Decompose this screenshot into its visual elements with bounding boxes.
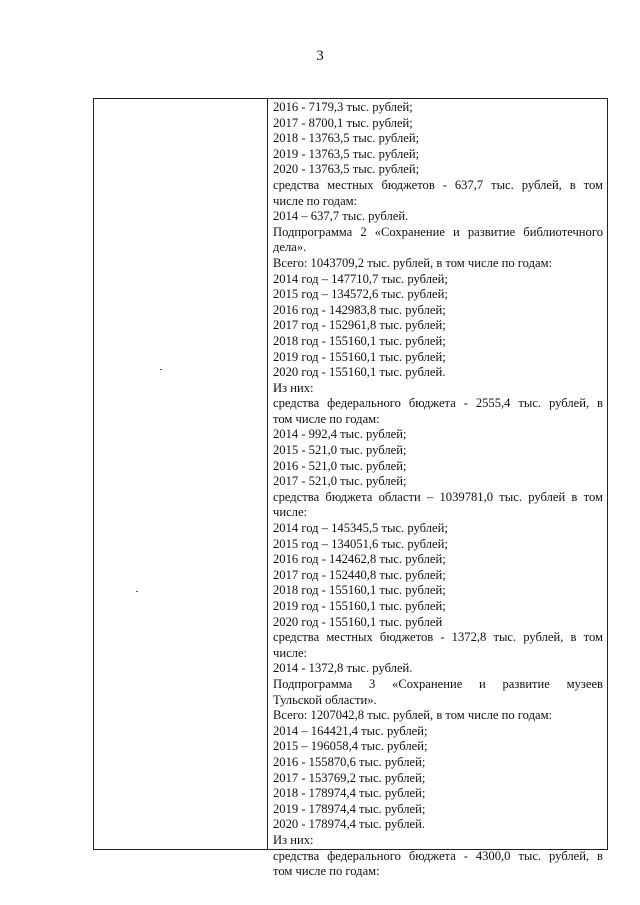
text-line: Из них: xyxy=(273,832,314,847)
budget-table xyxy=(93,98,608,879)
text-line: числе: xyxy=(273,505,308,520)
text-line: 2015 год – 134051,6 тыс. рублей; xyxy=(273,536,448,551)
text-line: 2018 год - 155160,1 тыс. рублей; xyxy=(273,583,446,598)
text-line: 2017 год - 152440,8 тыс. рублей; xyxy=(273,567,446,582)
text-line: 2017 - 153769,2 тыс. рублей; xyxy=(273,770,426,785)
text-line: 2014 год – 145345,5 тыс. рублей; xyxy=(273,521,448,536)
text-line: 2019 - 13763,5 тыс. рублей; xyxy=(273,146,420,161)
text-line: 2020 год - 155160,1 тыс. рублей xyxy=(273,614,443,629)
text-line: 2015 – 196058,4 тыс. рублей; xyxy=(273,739,428,754)
text-line: 2014 – 637,7 тыс. рублей. xyxy=(273,209,409,224)
text-line: 2016 год - 142983,8 тыс. рублей; xyxy=(273,302,446,317)
text-line: 2014 год – 147710,7 тыс. рублей; xyxy=(273,271,448,286)
text-line: 2016 - 521,0 тыс. рублей; xyxy=(273,458,407,473)
text-line: 2018 - 178974,4 тыс. рублей; xyxy=(273,786,426,801)
text-line: 2020 - 13763,5 тыс. рублей; xyxy=(273,162,420,177)
text-line: 2019 - 178974,4 тыс. рублей; xyxy=(273,801,426,816)
page-number: 3 xyxy=(316,48,324,64)
text-line: Подпрограмма 2 «Сохранение и развитие библиотечного xyxy=(273,224,603,239)
text-line: 2019 год - 155160,1 тыс. рублей; xyxy=(273,599,446,613)
column-divider xyxy=(267,99,268,849)
text-line: Подпрограмма 3 «Сохранение и развитие музеев xyxy=(273,676,603,691)
text-line: 2015 - 521,0 тыс. рублей; xyxy=(273,443,407,458)
text-line: средства бюджета области – 1039781,0 тыс. рублей в том xyxy=(273,489,603,504)
text-line: 2014 – 164421,4 тыс. рублей; xyxy=(273,723,428,738)
text-line: том числе по годам: xyxy=(273,864,380,879)
text-line: 2016 - 155870,6 тыс. рублей; xyxy=(273,754,426,769)
text-line: 2017 - 521,0 тыс. рублей; xyxy=(273,474,407,489)
text-line: 2016 год - 142462,8 тыс. рублей; xyxy=(273,552,446,567)
text-line: том числе по годам: xyxy=(273,411,380,426)
text-line: 2015 год – 134572,6 тыс. рублей; xyxy=(273,287,448,302)
text-line: 2014 - 992,4 тыс. рублей; xyxy=(273,427,407,442)
table-right-column xyxy=(273,100,603,880)
text-line: 2020 год - 155160,1 тыс. рублей. xyxy=(273,365,446,380)
text-line: 2019 год - 155160,1 тыс. рублей; xyxy=(273,349,446,364)
text-line: 2016 - 7179,3 тыс. рублей; xyxy=(273,100,413,114)
text-line: средства местных бюджетов - 1372,8 тыс. рублей, в том xyxy=(273,630,603,645)
text-line: числе: xyxy=(273,645,308,660)
text-line: средства федерального бюджета - 4300,0 тыс. рублей, в xyxy=(273,848,603,863)
text-line: средства местных бюджетов - 637,7 тыс. рублей, в том xyxy=(273,177,603,192)
scan-speck xyxy=(136,591,138,592)
text-line: 2014 - 1372,8 тыс. рублей. xyxy=(273,661,413,676)
text-line: 2017 год - 152961,8 тыс. рублей; xyxy=(273,318,446,333)
text-line: средства федерального бюджета - 2555,4 тыс. рублей, в xyxy=(273,396,603,411)
table-left-column xyxy=(94,99,267,849)
text-line: числе по годам: xyxy=(273,193,358,208)
text-line: 2018 год - 155160,1 тыс. рублей; xyxy=(273,333,446,348)
text-line: 2017 - 8700,1 тыс. рублей; xyxy=(273,115,413,130)
text-line: 2020 - 178974,4 тыс. рублей. xyxy=(273,817,426,832)
text-line: Всего: 1207042,8 тыс. рублей, в том числе по годам: xyxy=(273,708,553,723)
text-line: Тульской области». xyxy=(273,692,377,707)
text-line: дела». xyxy=(273,240,307,255)
text-line: Из них: xyxy=(273,380,314,395)
text-line: 2018 - 13763,5 тыс. рублей; xyxy=(273,131,420,146)
text-line: Всего: 1043709,2 тыс. рублей, в том числе по годам: xyxy=(273,255,553,270)
scan-speck xyxy=(160,369,162,370)
